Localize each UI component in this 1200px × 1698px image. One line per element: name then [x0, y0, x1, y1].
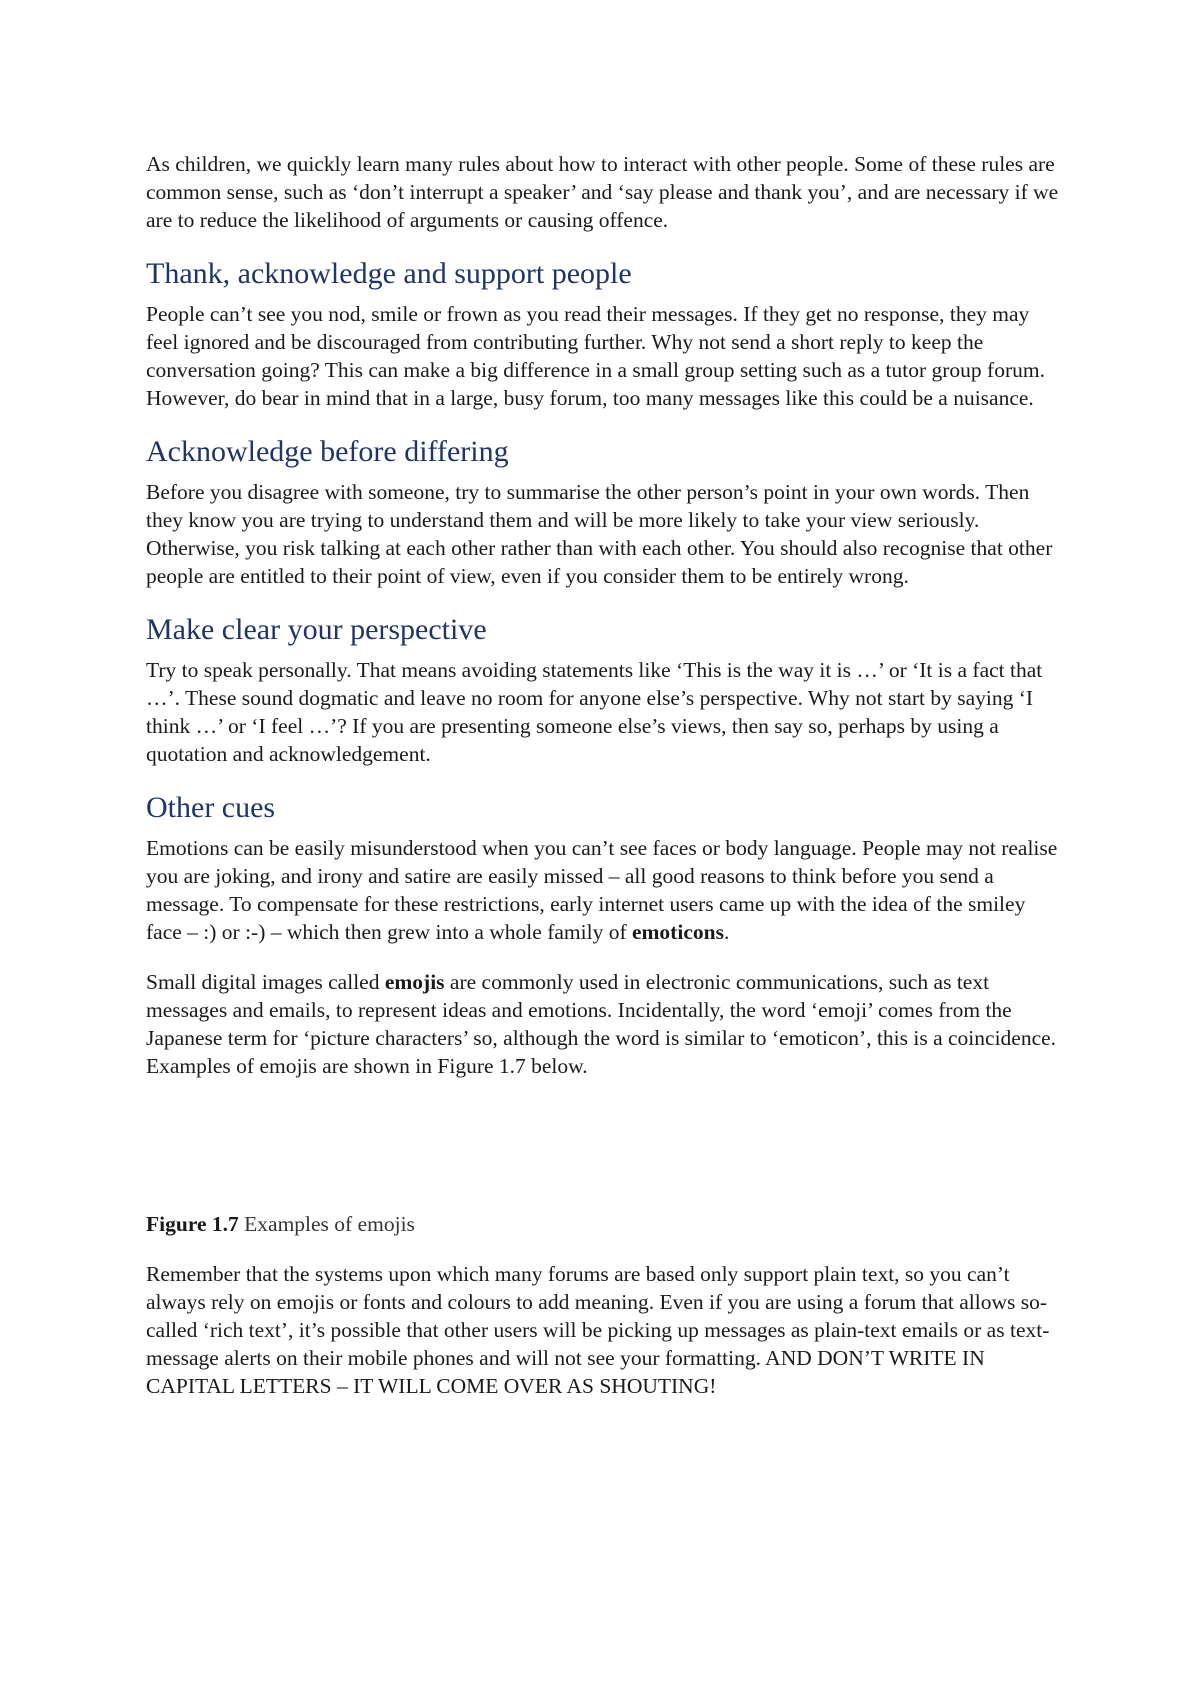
paragraph-emoticons: [146, 834, 1066, 946]
paragraph-thank-acknowledge: People can’t see you nod, smile or frown as you read their messages. If they get no response, they may feel ignored and be discouraged from contributing further. Why not send a short reply to keep the conversation going? This can make a big difference in a small group setting such as a tutor group forum. However, do bear in mind that in a large, busy forum, too many messages like this could be a nuisance.: [146, 302, 1045, 410]
figure-caption: [146, 1210, 1066, 1238]
emojis-term: emojis: [384, 970, 445, 994]
figure-label: Figure 1.7: [146, 1212, 239, 1236]
document-page: [146, 150, 1066, 1422]
figure-placeholder: [146, 1102, 1066, 1210]
figure-caption-text: Examples of emojis: [238, 1212, 415, 1236]
intro-paragraph: As children, we quickly learn many rules about how to interact with other people. Some of these rules are common sense, such as ‘don’t interrupt a speaker’ and ‘say please and thank you’, and are necessary if we are to reduce the likelihood of arguments or causing offence.: [146, 152, 1059, 232]
heading-acknowledge-before-differing: Acknowledge before differing: [146, 435, 509, 468]
closing-paragraph: Remember that the systems upon which many forums are based only support plain text, so you can’t always rely on emojis or fonts and colours to add meaning. Even if you are using a forum that allows so-called ‘rich text’, it’s possible that other users will be picking up messages as plain-text emails or as text-message alerts on their mobile phones and will not see your formatting. AND DON’T WRITE IN CAPITAL LETTERS – IT WILL COME OVER AS SHOUTING!: [146, 1262, 1050, 1398]
emoticons-text-after: .: [723, 920, 730, 944]
emojis-text-after: are commonly used in electronic communications, such as text messages and emails, to represent ideas and emotions. Incidentally, the word ‘emoji’ comes from the Japanese term for ‘picture characters’ so, although the word is similar to ‘emoticon’, this is a coincidence. Examples of emojis are shown in Figure 1.7 below.: [146, 970, 1057, 1078]
emoticons-term: emoticons: [631, 920, 724, 944]
paragraph-make-clear-perspective: Try to speak personally. That means avoiding statements like ‘This is the way it is …’ or ‘It is a fact that …’. These sound dogmatic and leave no room for anyone else’s perspective. Why not start by saying ‘I think …’ or ‘I feel …’? If you are presenting someone else’s views, then say so, perhaps by using a quotation and acknowledgement.: [146, 658, 1043, 766]
emojis-text-before: Small digital images called: [146, 970, 385, 994]
heading-make-clear-perspective: Make clear your perspective: [146, 613, 487, 646]
heading-thank-acknowledge: Thank, acknowledge and support people: [146, 257, 632, 290]
emoticons-text-before: Emotions can be easily misunderstood when you can’t see faces or body language. People may not realise you are joking, and irony and satire are easily missed – all good reasons to think before you send a message. To compensate for these restrictions, early internet users came up with the idea of the smiley face – :) or :-) – which then grew into a whole family of: [146, 836, 1058, 944]
paragraph-emojis: [146, 968, 1066, 1080]
heading-other-cues: Other cues: [146, 791, 276, 824]
paragraph-acknowledge-before-differing: Before you disagree with someone, try to summarise the other person’s point in your own words. Then they know you are trying to understand them and will be more likely to take your view seriously. Otherwise, you risk talking at each other rather than with each other. You should also recognise that other people are entitled to their point of view, even if you consider them to be entirely wrong.: [146, 480, 1053, 588]
